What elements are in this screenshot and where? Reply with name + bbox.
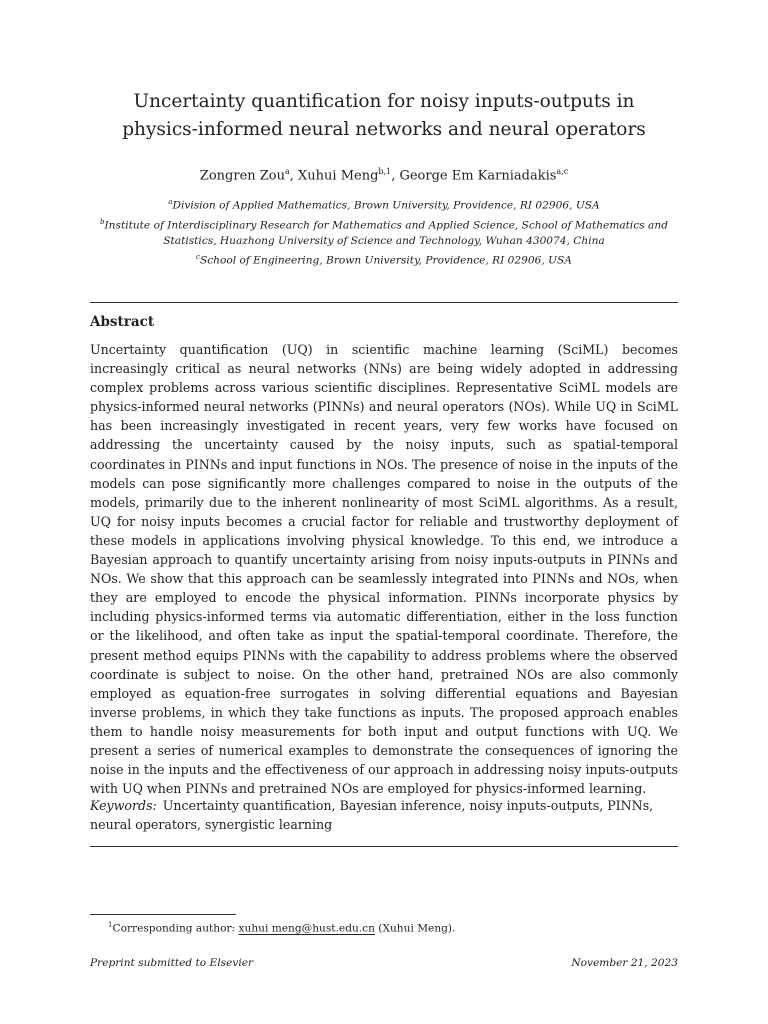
corresponding-email: xuhui meng@hust.edu.cn <box>238 922 375 935</box>
author-affiliation-mark: a,c <box>556 167 569 176</box>
preprint-date: November 21, 2023 <box>571 957 678 969</box>
keywords-text: Uncertainty quantification, Bayesian inference, noisy inputs-outputs, PINNs, neural operators, synergistic learning <box>90 798 654 833</box>
author-name: Xuhui Meng <box>298 168 379 184</box>
abstract-body: Uncertainty quantification (UQ) in scientific machine learning (SciML) becomes increasingly critical as neural networks (NNs) are being widely adopted in addressing complex problems across various scientific disciplines. Representative SciML models are physics-informed neural networks (PINNs) and neural operators (NOs). While UQ in SciML has been increasingly investigated in recent years, very few works have focused on addressing the uncertainty caused by the noisy inputs, such as spatial-temporal coordinates in PINNs and input functions in NOs. The presence of noise in the inputs of the models can pose significantly more challenges compared to noise in the outputs of the models, primarily due to the inherent nonlinearity of most SciML algorithms. As a result, UQ for noisy inputs becomes a crucial factor for reliable and trustworthy deployment of these models in applications involving physical knowledge. To this end, we introduce a Bayesian approach to quantify uncertainty arising from noisy inputs-outputs in PINNs and NOs. We show that this approach can be seamlessly integrated into PINNs and NOs, when they are employed to encode the physical information. PINNs incorporate physics by including physics-informed terms via automatic differentiation, either in the loss function or the likelihood, and often take as input the spatial-temporal coordinate. Therefore, the present method equips PINNs with the capability to address problems where the observed coordinate is subject to noise. On the other hand, pretrained NOs are also commonly employed as equation-free surrogates in solving differential equations and Bayesian inverse problems, in which they take functions as inputs. The proposed approach enables them to handle noisy measurements for both input and output functions with UQ. We present a series of numerical examples to demonstrate the consequences of ignoring the noise in the inputs and the effectiveness of our approach in addressing noisy inputs-outputs with UQ when PINNs and pretrained NOs are employed for physics-informed learning. <box>90 342 678 797</box>
author-affiliation-mark: a <box>285 167 290 176</box>
abstract-top-rule <box>90 302 678 303</box>
title-line-1: Uncertainty quantification for noisy inputs-outputs in <box>133 91 635 112</box>
author-name: George Em Karniadakis <box>399 168 557 184</box>
keywords-label: Keywords: <box>90 798 157 813</box>
affiliation-c: $^c$School of Engineering, Brown University, Providence, RI 02906, USA <box>196 253 572 267</box>
affiliation-a: $^a$Division of Applied Mathematics, Brown University, Providence, RI 02906, USA <box>168 198 600 212</box>
affiliation-b-continued: Statistics, Huazhong University of Science and Technology, Wuhan 430074, China <box>163 235 605 248</box>
paper-title <box>90 88 678 144</box>
author-name: Zongren Zou <box>199 168 285 184</box>
preprint-note: Preprint submitted to Elsevier <box>90 957 254 969</box>
author-affiliation-mark: b,1 <box>378 167 392 176</box>
author-list: Zongren Zou$^a$, Xuhui Meng$^{b,1}$, George Em Karniadakis$^{a,c}$ <box>199 167 569 184</box>
title-line-2: physics-informed neural networks and neural operators <box>122 119 646 140</box>
footnote-rule <box>90 914 236 915</box>
affiliation-b: $^b$Institute of Interdisciplinary Research for Mathematics and Applied Science, School of Mathematics and <box>100 217 668 232</box>
abstract-bottom-rule <box>90 846 678 847</box>
affiliation-list <box>84 194 684 269</box>
footnote-mark: 1 <box>108 921 113 929</box>
abstract-heading: Abstract <box>90 314 155 330</box>
keywords <box>90 796 678 834</box>
footnote: $^1$Corresponding author: xuhui meng@hust.edu.cn (Xuhui Meng). <box>108 921 456 935</box>
